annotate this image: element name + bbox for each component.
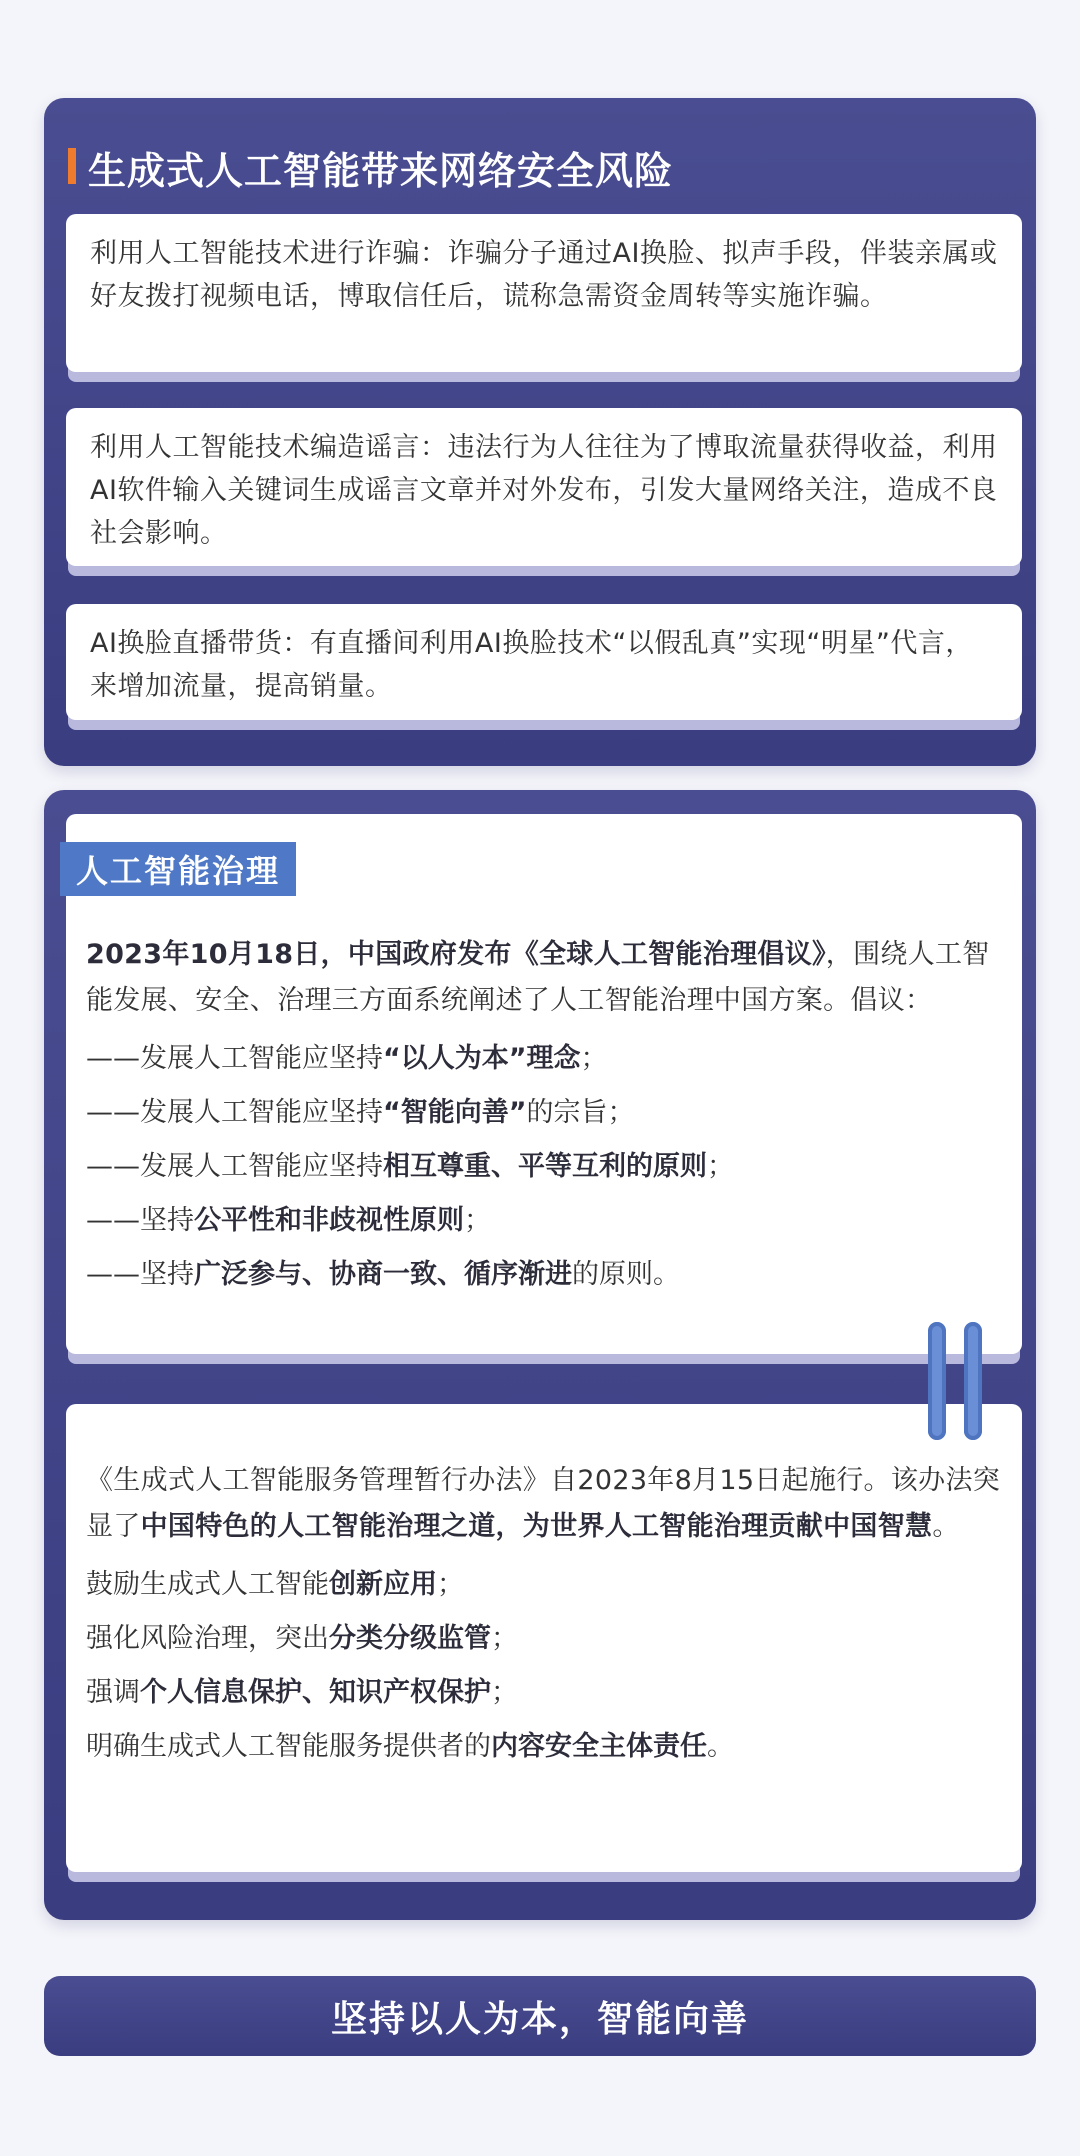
section-title <box>68 140 673 195</box>
risk-card-text: 利用人工智能技术进行诈骗：诈骗分子通过AI换脸、拟声手段，伴装亲属或好友拨打视频电话，博取信任后，谎称急需资金周转等实施诈骗。 <box>90 238 998 312</box>
list-item: ——坚持广泛参与、协商一致、循序渐进的原则。 <box>86 1259 680 1290</box>
title-accent-bar <box>68 148 76 184</box>
list-item: 强化风险治理，突出分类分级监管； <box>86 1623 518 1654</box>
risk-card-text: 利用人工智能技术编造谣言：违法行为人往往为了博取流量获得收益，利用AI软件输入关键词生成谣言文章并对外发布，引发大量网络关注，造成不良社会影响。 <box>90 432 998 549</box>
footer-banner <box>44 1976 1036 2056</box>
list-item: 鼓励生成式人工智能创新应用； <box>86 1569 464 1600</box>
intro-rest: ，围绕人工智能发展、安全、治理三方面系统阐述了人工智能治理中国方案。倡议： <box>86 939 990 1016</box>
risk-card-fraud <box>66 214 1022 372</box>
intro-bold: 中国特色的人工智能治理之道，为世界人工智能治理贡献中国智慧 <box>140 1511 933 1542</box>
list-item: 强调个人信息保护、知识产权保护； <box>86 1677 518 1708</box>
list-item: ——发展人工智能应坚持相互尊重、平等互利的原则； <box>86 1151 734 1182</box>
section-title-text: 生成式人工智能带来网络安全风险 <box>88 149 674 193</box>
regulation-intro <box>86 1458 1002 1550</box>
risk-card-livestream <box>66 604 1022 720</box>
list-item: ——坚持公平性和非歧视性原则； <box>86 1205 491 1236</box>
binder-clip-icon <box>928 1322 946 1440</box>
list-item: 明确生成式人工智能服务提供者的内容安全主体责任。 <box>86 1731 734 1762</box>
governance-label: 人工智能治理 <box>60 842 296 896</box>
regulation-card <box>66 1404 1022 1872</box>
list-item: ——发展人工智能应坚持“智能向善”的宗旨； <box>86 1097 635 1128</box>
intro-text: 《生成式人工智能服务管理暂行办法》自2023年8月15日起施行。该办法突显了 <box>86 1465 1001 1542</box>
risk-card-rumor <box>66 408 1022 566</box>
intro-bold: 2023年10月18日，中国政府发布《全球人工智能治理倡议》 <box>86 939 826 970</box>
intro-end: 。 <box>932 1511 960 1542</box>
footer-slogan: 坚持以人为本，智能向善 <box>330 1998 749 2040</box>
list-item: ——发展人工智能应坚持“以人为本”理念； <box>86 1043 608 1074</box>
risk-card-text: AI换脸直播带货：有直播间利用AI换脸技术“以假乱真”实现“明星”代言，来增加流量，提高销量。 <box>90 628 973 702</box>
binder-clip-icon <box>964 1322 982 1440</box>
governance-intro <box>86 932 1002 1024</box>
